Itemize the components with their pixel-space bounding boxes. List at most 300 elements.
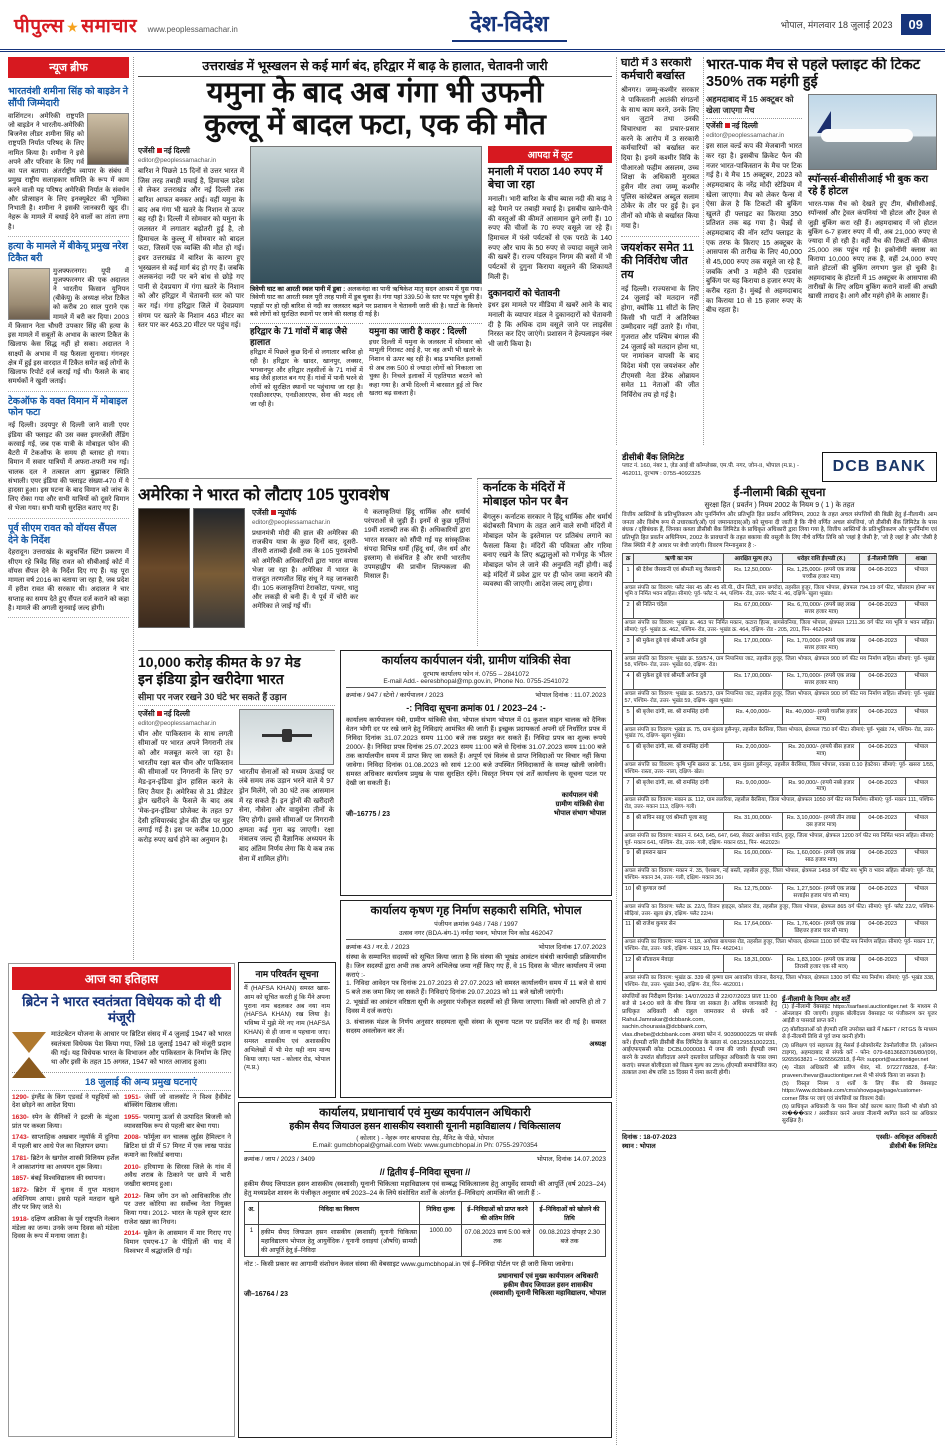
- karnataka-story: [477, 478, 612, 646]
- lead-kicker: उत्तराखंड में भूस्खलन से कई मार्ग बंद, हरिद्वार में बाढ़ के हालात, चेतावनी जारी: [138, 57, 612, 77]
- cell-auction-date: 04-08-2023: [860, 778, 906, 796]
- news-brief-body: नई दिल्ली। उदयपुर से दिल्ली जाने वाली एयर इंडिया की फ्लाइट की उस वक्त इमरजेंसी लैंडिंग करवाई गई, जब एक यात्री के मोबाइल फोन की बैटरी में टेकऑफ के समय ही ब्लास्ट हो गया। विमान में सवार यात्रियों में अफरा-तफरी मच गई। चालक दल ने तत्काल आग बुझाकर स्थिति संभाली। एयर इंडिया की फ्लाइट संख्या-470 में ये हादसा हुआ। इस घटना के बाद विमान को जांच के लिए रोका गया और सभी यात्रियों को दूसरे विमान से भेजा गया। सभी यात्री सुरक्षित बताए गए हैं।: [8, 422, 129, 513]
- notice-address: ( कोलार ) - नेहरू नगर बायपास रोड़, मैनिट के पीछे, भोपाल: [356, 1134, 494, 1142]
- dcb-bank-address: प्लाट नं. 160, नंबर 1, ज़ेड आई बी कॉम्प्लेक्स, एम.पी. नगर, जोन-II, भोपाल (म.प्र.) - 462011, दूरभाष : 0755-4092325: [622, 463, 799, 477]
- dcb-term-item: (2) बोलीदाताओं को ईएमडी राशि उपरोक्त खाते में NEFT / RTGS के माध्यम से ई-नीलामी तिथि से पूर्व जमा करनी होगी।: [782, 1026, 937, 1040]
- history-event: [124, 1193, 231, 1228]
- auction-row: [623, 848, 937, 866]
- cell-auction-date: 04-08-2023: [860, 707, 906, 725]
- auction-property-description: [623, 902, 937, 920]
- dateline: भोपाल, मंगलवार 18 जुलाई 2023: [780, 20, 893, 30]
- lead-left-column: [138, 146, 244, 409]
- dcb-inspection-info: [622, 994, 777, 1127]
- event-text: परमाणु ऊर्जा से उत्पादित बिजली को व्यावसायिक रूप से पहली बार बेचा गया।: [124, 1114, 231, 1130]
- cell-reserve-price: Rs. 4,00,000/-: [724, 707, 783, 725]
- history-event: [124, 1134, 231, 1160]
- cell-property-desc: अचल संपत्ति का विवरण: भूखंड क्र. 59/574, ग्राम निपानिया जाट, तहसील हुजूर, जिला भोपाल, क्षेत्रफल 900 वर्ग फीट मय निर्माण सहित। सीमाएं: पूर्व- भूखंड 58, पश्चिम- रोड, उत्तर- भूखंड 60, दक्षिण- रोड।: [623, 654, 937, 672]
- event-year: 1630-: [12, 1114, 29, 1122]
- notice-sign-row: [346, 792, 606, 818]
- event-year: 2010-: [124, 1163, 141, 1171]
- col-emd: धरोहर राशि ईएमडी (रु.): [783, 554, 860, 565]
- cell-property-desc: अचल संपत्ति का विवरण: भूखंड क्र. 463 पर निर्मित मकान, कटारा हिल्स, बागसेवनिया, जिला भोपाल, क्षेत्रफल 1211.36 वर्ग फीट मय भूमि व भवन सहित। सीमाएं: पूर्व- भूखंड क्र. 462, पश्चिम- रोड, उत्तर- भूखंड क्र. 464, दक्षिण- रोड - 205, 201, पिन- 462043।: [623, 618, 937, 636]
- drone-story: [138, 650, 335, 958]
- flight-email[interactable]: editor@peoplessamachar.in: [706, 132, 785, 140]
- cell-borrower: श्री बृजेश दांगी, स्व. श्री रामसिंह दांगी: [634, 742, 724, 760]
- auction-property-description: [623, 973, 937, 991]
- cell-property-desc: अचल संपत्ति का विवरण: मकान क्र. 112, ग्राम ललरिया, तहसील बैरसिया, जिला भोपाल, क्षेत्रफल 1050 वर्ग फीट मय निर्माण। सीमाएं: पूर्व- मकान 111, पश्चिम- रोड, उत्तर- मकान 113, दक्षिण- गली।: [623, 795, 937, 813]
- byline-square-icon: [725, 123, 730, 128]
- cell-emd: Rs. 6,70,000/- (रुपये छह लाख सत्तर हजार मात्र): [783, 600, 860, 618]
- lead-headline-line2: कुल्लू में बादल फटा, एक की मौत: [204, 109, 546, 142]
- col-description: निविदा का विवरण: [259, 1201, 420, 1224]
- cell-serial: 9: [623, 848, 634, 866]
- event-year: 1951-: [124, 1093, 141, 1101]
- notice-date: भोपाल, दिनांक 14.07.2023: [536, 1155, 606, 1163]
- cell-emd: Rs. 20,000/- (रुपये बीस हजार मात्र): [783, 742, 860, 760]
- cell-auction-date: 04-08-2023: [860, 565, 906, 583]
- cell-borrower: श्री मुकेश दुबे एवं श्रीमती अर्चना दुबे: [634, 636, 724, 654]
- event-text: साप्ताहिक अखबार न्यूयॉर्क में दुनिया में पहली बार आधे पेज का विज्ञापन छपा।: [12, 1134, 119, 1151]
- notice-ref-row: [244, 1151, 606, 1163]
- history-events-left: [12, 1094, 119, 1260]
- notice-date: भोपाल दिनांक 17.07.2023: [538, 943, 606, 951]
- cell-property-desc: अचल संपत्ति का विवरण: फ्लैट नंबर 45 और 45 सी.पी., ग्रीन सिटी, ग्राम बगरोदा, तहसील हुजूर, जिला भोपाल, क्षेत्रफल 794.19 वर्ग फीट, 'सीताराम होम्स' मय भूमि व निर्मित भवन सहित। सीमाएं: पूर्व- फ्लैट नं. 44, पश्चिम- रोड, उत्तर- फ्लैट नं. 46, दक्षिण- खुला भूखंड।: [623, 583, 937, 601]
- dcb-notice-title: ई-नीलामी बिक्री सूचना: [733, 487, 826, 499]
- auction-table: [622, 553, 937, 991]
- auction-table-header-row: [623, 554, 937, 565]
- news-brief-headline: पूर्व सीएम रावत को वॉयस सैंपल देने के निर्देश: [8, 522, 117, 546]
- history-events-right: [124, 1094, 231, 1260]
- name-change-notice: [238, 962, 336, 1098]
- news-brief-item: [8, 392, 129, 519]
- event-text: यूक्रेन के आसमान में मार गिराए गए विमान एमएच-17 के पीड़ितों की याद में विश्वभर में श्रद्धांजलि दी गई।: [124, 1230, 231, 1255]
- loot-headline: मनाली में पराठा 140 रुपए में बेचा जा रहा: [488, 165, 603, 192]
- plane-body-shape: [821, 129, 913, 142]
- dcb-intro-paragraph: वित्तीय आस्तियों के प्रतिभूतिकरण और पुनर्निर्माण और प्रतिभूति हित प्रवर्तन अधिनियम, 2002 के तहत अचल संपत्तियों की बिक्री हेतु ई-नीलामी। आम जनता और विशेष रूप से उधारकर्ता(ओं) एवं जमानतदार(ओं) को सूचना दी जाती है कि नीचे वर्णित अचल संपत्तियां, जो डीसीबी बैंक लिमिटेड के पास बंधक / दृष्टिबंधक हैं, जिनका कब्जा डीसीबी बैंक लिमिटेड के प्राधिकृत अधिकारी द्वारा लिया गया है, वित्तीय आस्तियों के प्रतिभूतिकरण और पुनर्निर्माण एवं प्रतिभूति हित प्रवर्तन अधिनियम, 2002 के प्रावधानों के तहत बकाया की वसूली के लिए नीचे वर्णित तिथि को 'जहां है जैसी है', 'जो है जहां है' और 'जैसी है जिस स्थिति में है' आधार पर बेची जाएंगी। विवरण निम्नानुसार है :-: [622, 512, 937, 549]
- history-event: [12, 1155, 119, 1172]
- cell-branch: भोपाल: [906, 813, 937, 831]
- cell-reserve-price: Rs. 17,64,000/-: [724, 919, 783, 937]
- notice-code: जी–16775 / 23: [346, 810, 390, 818]
- cell-branch: भोपाल: [906, 919, 937, 937]
- tender-heading: -: निविदा सूचना क्रमांक 01 / 2023–24 :-: [406, 702, 546, 713]
- artifact-photo-1: [138, 508, 190, 628]
- artifacts-columns: [138, 508, 472, 628]
- sponsors-body: भारत-पाक मैच को देखते हुए टीम, बीसीसीआई, स्पॉन्सर्स और ट्रेवल कंपनियां भी होटल और ट्रेवल से जुड़ी बुकिंग करा रही हैं। अहमदाबाद में जो होटल बुकिंग 6-7 हजार रुपए में थी, अब 21,000 रुपए से ज्यादा में हो रही है। वहीं मैच की टिकटों की कीमत 25,000 तक पहुंच गई है। इकोनॉमी क्लास का किराया 10,000 रुपए तक है, वहीं 24,000 रुपए वाले होटलों की बुकिंग लगभग फुल हो चुकी है। अहमदाबाद के होटलों में 15 अक्टूबर के आसपास की तारीखों के लिए अग्रिम बुकिंग कराने वालों की अच्छी खासी तादाद है। आगे और महंगे होने के आसार हैं।: [808, 201, 937, 300]
- unani-college-tender: [238, 1102, 612, 1438]
- indigo-plane-photo: [808, 94, 937, 170]
- notice-sign-row: [244, 1273, 606, 1299]
- cell-emd: Rs. 3,10,000/- (रुपये तीन लाख दस हजार मात्र): [783, 813, 860, 831]
- cell-branch: भोपाल: [906, 636, 937, 654]
- loot-column: [488, 146, 612, 409]
- cell-emd: Rs. 1,60,000/- (रुपये एक लाख साठ हजार मात्र): [783, 848, 860, 866]
- cell-emd: Rs. 1,70,000/- (रुपये एक लाख सत्तर हजार मात्र): [783, 671, 860, 689]
- notice-ref: क्रमांक / जाप / 2023 / 3409: [244, 1155, 315, 1163]
- cell-property-desc: अचल संपत्ति का विवरण: भूखंड क्र. 339 श्री कृष्णा ग्राम आवासीय योजना, बैरागढ़, जिला भोपाल, क्षेत्रफल 1300 वर्ग फीट मय निर्माण। सीमाएं: पूर्व- भूखंड 338, पश्चिम- रोड, उत्तर- भूखंड 340, दक्षिण- रोड, पिन- 462001।: [623, 973, 937, 991]
- history-box: [8, 963, 235, 1437]
- event-year: 1781-: [12, 1154, 29, 1162]
- cell-branch: भोपाल: [906, 848, 937, 866]
- notice-body: मैं (HAFSA KHAN) समस्त खास-आम को सूचित करती हूं कि मैंने अपना पुराना नाम बदलकर अब नया नाम (HAFSA KHAN) रख लिया है। भविष्य में मुझे मेरे नए नाम (HAFSA KHAN) से ही जाना व पहचाना जाए। समस्त शासकीय एवं अशासकीय अभिलेखों में भी मेरा यही नाम मान्य किया जाए। पता - कोलार रोड, भोपाल (म.प्र.): [244, 985, 330, 1072]
- notice-code: जी–16764 / 23: [244, 1291, 288, 1299]
- event-year: 1857-: [12, 1175, 29, 1183]
- cell-emd: Rs. 1,25,000/- (रुपये एक लाख पच्चीस हजार मात्र): [783, 565, 860, 583]
- notice-signature: अध्यक्ष: [589, 1040, 606, 1048]
- cell-branch: भोपाल: [906, 565, 937, 583]
- tender-body: कार्यालय कार्यपालन यंत्री, ग्रामीण यांत्रिकी सेवा, भोपाल संभाग भोपाल में 01 कुशल वाहन चालक को दैनिक वेतन भोगी दर पर रखे जाने हेतु निविदाएं आमंत्रित की जाती हैं। इच्छुक प्रदायकर्ता अपनी दरें निर्धारित प्रपत्र में निविदा दिनांक 31.07.2023 समय 11:00 बजे तक प्रस्तुत कर सकते हैं। निविदा प्रपत्र का शुल्क रूपये 2000/- है। निविदा प्रपत्र दिनांक 25.07.2023 समय 11:00 बजे से दिनांक 31.07.2023 समय 11:00 बजे तक कार्यालयीन समय में प्राप्त किए जा सकते हैं। अपूर्ण एवं विलंब से प्राप्त निविदाओं पर विचार नहीं किया जावेगा। निविदा दिनांक 01.08.2023 को सायं 12:00 बजे उपस्थित निविदाकारों के समक्ष खोली जावेगी। समस्त अधिकार कार्यालय प्रमुख के पास सुरक्षित रहेंगे। विस्तृत नियम एवं शर्तें कार्यालय के सूचना पटल पर देखी जा सकती हैं।: [346, 716, 606, 788]
- notice-date: भोपाल दिनांक : 11.07.2023: [535, 691, 606, 699]
- auction-row: [623, 919, 937, 937]
- loot-sub-headline: दुकानदारों को चेतावनी: [488, 288, 560, 299]
- sub-article-haridwar: [250, 323, 363, 409]
- cell-branch: भोपाल: [906, 778, 937, 796]
- lead-headline-line1: यमुना के बाद अब गंगा भी उफनी: [206, 77, 544, 109]
- history-subhead: 18 जुलाई की अन्य प्रमुख घटनाएं: [12, 1072, 231, 1091]
- cell-property-desc: अचल संपत्ति का विवरण: मकान नं. 18, अयोध्या बायपास रोड, तहसील हुजूर, जिला भोपाल, क्षेत्रफल 1100 वर्ग फीट मय निर्माण सहित। सीमाएं: पूर्व- मकान 17, पश्चिम- रोड, उत्तर- पार्क, दक्षिण- मकान 19, पिन- 462041।: [623, 937, 937, 955]
- artifacts-body-1: प्रधानमंत्री मोदी की हाल की अमेरिका की राजकीय यात्रा के कुछ दिनों बाद, दूसरी-तीसरी शताब्दी ईस्वी तक के 105 पुरावशेषों को अमेरिकी अधिकारियों द्वारा भारत वापस भेजा जा रहा है। अमेरिका में भारत के राजदूत तरणजीत सिंह संधू ने यह जानकारी दी। 105 कलाकृतियां टेराकोटा, पत्थर, धातु और लकड़ी से बनी हैं। ये पूर्व में चोरी कर अमेरिका ले जाई गई थीं।: [252, 530, 358, 611]
- byline-square-icon: [157, 148, 162, 153]
- notice-contact[interactable]: E.mail: gumcbhopal@gmail.com Web: www.gumcbhopal.in Ph: 0755-2970354: [312, 1141, 538, 1149]
- history-event: [124, 1230, 231, 1256]
- auction-row: [623, 778, 937, 796]
- col-auction-date: ई-नीलामी तिथि: [860, 554, 906, 565]
- byline-square-icon: [157, 711, 162, 716]
- cell-fee: 1000.00: [420, 1224, 462, 1256]
- masthead-date-wrap: [781, 14, 931, 35]
- auction-row: [623, 813, 937, 831]
- dcb-notice-subtitle: सुरक्षा हित ( प्रवर्तन ) नियम 2002 के नियम 9 ( 1 ) के तहत: [704, 502, 855, 509]
- notice-signature: कार्यपालन यंत्री ग्रामीण यांत्रिकी सेवा भोपाल संभाग भोपाल: [553, 792, 606, 817]
- cell-reserve-price: Rs. 12,50,000/-: [724, 565, 783, 583]
- auction-row: [623, 955, 937, 973]
- dcb-footer-signature: एस्सी/- अधिकृत अधिकारी डीसीबी बैंक लिमिटेड: [876, 1134, 937, 1151]
- auction-property-description: [623, 760, 937, 778]
- dcb-term-item: (5) विस्तृत नियम व शर्तों के लिए बैंक की वेबसाइट https://www.dcbbank.com/cms/showpage/page/customer-corner लिंक पर जाएं एवं संपत्तियों का विवरण देखें।: [782, 1081, 937, 1102]
- flight-subhead: अहमदाबाद में 15 अक्टूबर को खेला जाएगा मैच: [706, 94, 802, 119]
- news-brief-list: [8, 82, 129, 618]
- cell-serial: 3: [623, 636, 634, 654]
- cell-reserve-price: Rs. 2,00,000/-: [724, 742, 783, 760]
- drone-photo: [239, 709, 334, 765]
- cell-open-date: 09.08.2023 दोपहर 2.30 बजे तक: [534, 1224, 606, 1256]
- masthead-logo-wrap: [14, 12, 238, 38]
- event-year: 2012-: [124, 1192, 141, 1200]
- flight-story: [706, 57, 937, 445]
- auction-property-description: [623, 689, 937, 707]
- tender-heading: // द्वितीय ई–निविदा सूचना //: [379, 1166, 471, 1177]
- cell-serial: 11: [623, 919, 634, 937]
- notice-point: 3. संचालक मंडल के निर्णय अनुसार सदस्यता सूची संस्था के सूचना पटल पर प्रदर्शित कर दी गई है। समस्त सदस्य अवलोकन कर लें।: [346, 1019, 606, 1035]
- drone-subhead: सीमा पर नजर रखने 30 घंटे भर सकते हैं उड़ान: [138, 690, 335, 706]
- notice-registration: पंजीयन क्रमांक 948 / 748 / 1997: [434, 920, 518, 928]
- notice-ref: क्रमांक 43 / नर.ग्रे. / 2023: [346, 943, 410, 951]
- lead-body: बारिश ने पिछले 15 दिनों से उत्तर भारत में जिस तरह तबाही मचाई है, हिमाचल प्रदेश से लेकर उत्तराखंड और नई दिल्ली तक बारिश आफत बनकर आई। वहीं यमुना के बाद अब गंगा भी खतरे के निशान से ऊपर बह रही है। दिल्ली में सोमवार को यमुना के जलस्तर में लगातार बढ़ोतरी हुई है, तो हिमाचल के कुल्लू में सोमवार को बादल फटा, जिसमें एक व्यक्ति की मौत हो गई। इधर उत्तराखंड में बारिश के कारण हुए भूस्खलन से कई मार्ग बंद हो गए हैं। जबकि अलकनंदा नदी पर बने बांध से छोड़े गए पानी से देवप्रयाग में गंगा खतरे के निशान को और हरिद्वार में चेतावनी स्तर को पार कर गई। गंगा हरिद्वार जिले में देवप्रयाग संगम पर खतरे के निशान 463 मीटर का स्तर पार कर 463.20 मीटर पर पहुंच गई।: [138, 167, 244, 330]
- notice-ref: क्रमांक / 947 / स्टेनो / कार्यपालन / 2023: [346, 691, 444, 699]
- artifacts-email[interactable]: editor@peoplessamachar.in: [252, 519, 331, 526]
- cell-property-desc: अचल संपत्ति का विवरण: मकान नं. 35, ऐशबाग, नई बस्ती, तहसील हुजूर, जिला भोपाल, क्षेत्रफल 1458 वर्ग फीट मय भूमि व भवन सहित। सीमाएं: पूर्व- रोड, पश्चिम- मकान 34, उत्तर- गली, दक्षिण- मकान 36।: [623, 866, 937, 884]
- dcb-term-item: (4) नोडल अधिकारी श्री प्रवीण थेवर, मो. 9722778828, ई-मेल: praveen.thevar@auctiontiger.net से भी संपर्क किया जा सकता है।: [782, 1065, 937, 1079]
- tender-table-header-row: [245, 1201, 606, 1224]
- notice-point: 1. निविदा आवेदन पत्र दिनांक 21.07.2023 से 27.07.2023 को समस्त कार्यालयीन समय में 11 बजे से सायं 5 बजे तक जमा किए जा सकते हैं। निविदाएं दिनांक 29.07.2023 को 11 बजे खोली जाएंगी।: [346, 979, 606, 996]
- cell-borrower: श्री राजेश कुमार सेन: [634, 919, 724, 937]
- news-brief-title: न्यूज ब्रीफ: [8, 57, 129, 78]
- cell-borrower: श्री बृजेश दांगी, स्व. श्री रामसिंह दांगी: [634, 707, 724, 725]
- history-event: [12, 1187, 119, 1213]
- drone-byline: एजेंसी नई दिल्ली: [138, 708, 190, 718]
- event-text: हरियाणा के सिरसा जिले के गांव में अवैध शराब के ठिकाने पर छापे में भारी जखीरा बरामद हुआ।: [124, 1163, 231, 1188]
- cell-borrower: श्री नितिन चंदेल: [634, 600, 724, 618]
- auction-property-description: [623, 654, 937, 672]
- dcb-footer: [622, 1130, 937, 1151]
- notice-title: कार्यालय, प्रधानाचार्य एवं मुख्य कार्यपालन अधिकारी: [319, 1107, 531, 1119]
- notice-title: कार्यालय कृषण गृह निर्माण सहकारी समिति, भोपाल: [370, 905, 582, 917]
- cell-serial: 2: [623, 600, 634, 618]
- news-brief-item: [8, 237, 129, 392]
- news-brief-body: देहरादून। उत्तराखंड के बहुचर्चित स्टिंग प्रकरण में सीएम रहे त्रिवेंद्र सिंह रावत को सीबीआई कोर्ट में वॉयस सैंपल देने के निर्देश दिए गए हैं। यह पूरा मामला वर्ष 2016 का बताया जा रहा है, जब प्रदेश में हरीश रावत की सरकार थी। अदालत ने चार सप्ताह का समय देते हुए सैंपल दर्ज कराने को कहा है। मामले की अगली सुनवाई जल्द होगी।: [8, 549, 129, 612]
- col-serial: क्र: [623, 554, 634, 565]
- karnataka-headline: कर्नाटक के मंदिरों में मोबाइल फोन पर बैन: [483, 482, 568, 508]
- cell-serial: 7: [623, 778, 634, 796]
- cell-reserve-price: Rs. 9,00,000/-: [724, 778, 783, 796]
- flood-photo-caption: त्रिवेणी घाट का आरती स्थल पानी में डूबा : अलकनंदा का पानी ऋषिकेश मातृ सदन आश्रम में घुस गया। त्रिवेणी घाट का आरती स्थल पूरी तरह पानी में डूब चुका है। गंगा यहां 339.50 के स्तर पर पहुंच चुकी है। पहाड़ों पर हो रही बारिश से नदी का जलस्तर बढ़ने पर प्रशासन ने चेतावनी जारी की है। घाटों के किनारे बसे लोगों को सुरक्षित स्थानों पर जाने की सलाह दी गई है।: [250, 285, 483, 318]
- flight-byline: एजेंसी नई दिल्ली: [706, 121, 758, 131]
- history-event: [12, 1175, 119, 1184]
- auction-row: [623, 884, 937, 902]
- event-text: किम जोंग उन को आधिकारिक तौर पर उत्तर कोरिया का सर्वोच्च नेता नियुक्त किया गया। 2012- भारत के पहले सुपर स्टार राजेश खन्ना का निधन।: [124, 1192, 231, 1226]
- notice-email[interactable]: E-mail Add.- eeresbhopal@mp.gov.in, Phone No. 0755-2541072: [383, 677, 569, 685]
- notice-sign-row: [346, 1041, 606, 1050]
- cell-branch: भोपाल: [906, 671, 937, 689]
- hourglass-icon: [12, 1032, 46, 1078]
- lead-center-column: [250, 146, 482, 409]
- cell-auction-date: 04-08-2023: [860, 955, 906, 973]
- history-event: [12, 1114, 119, 1131]
- sub-article-yamuna: [369, 323, 482, 409]
- notice-ref-row: [346, 939, 606, 951]
- history-event: [124, 1094, 231, 1111]
- dcb-term-item: (1) ई-नीलामी वेबसाइट https://sarfaesi.auctiontiger.net के माध्यम से ऑनलाइन की जाएगी। इच्छुक बोलीदाता वेबसाइट पर पंजीकरण कर यूजर आईडी व पासवर्ड प्राप्त करें।: [782, 1003, 937, 1025]
- auction-row: [623, 565, 937, 583]
- event-text: जेर्सी जो वालकॉट ने विश्व हैवीवेट बॉक्सिंग खिताब जीता।: [124, 1093, 231, 1110]
- col-serial: अ.: [245, 1201, 259, 1224]
- cell-serial: 12: [623, 955, 634, 973]
- paper-logo: पीपुल्स ★ समाचार: [14, 15, 138, 37]
- cell-property-desc: अचल संपत्ति का विवरण: भूखंड क्र. 75, ग्राम मुंडला हुसैनपुर, तहसील बैरसिया, जिला भोपाल, क्षेत्रफल 750 वर्ग फीट। सीमाएं: पूर्व- भूखंड 74, पश्चिम- रोड, उत्तर- भूखंड 76, दक्षिण- खुला भूखंड।: [623, 725, 937, 743]
- cell-borrower: श्री सीताराम मेवाड़ा: [634, 955, 724, 973]
- dcb-terms-title: ई-नीलामी के नियम और शर्तें: [782, 995, 850, 1003]
- notice-subtitle: हकीम सैयद जियाउल हसन शासकीय स्वशासी यूनानी महाविद्यालय / चिकित्सालय: [289, 1120, 561, 1132]
- cell-reserve-price: Rs. 12,75,000/-: [724, 884, 783, 902]
- drone-col-2: [239, 709, 334, 865]
- news-brief-photo: [87, 113, 129, 165]
- lead-email[interactable]: editor@peoplessamachar.in: [138, 156, 217, 164]
- website-link[interactable]: www.peoplessamachar.in: [147, 24, 238, 34]
- sub-article-headline: हरिद्वार के 71 गांवों में बाढ़ जैसे हालात: [250, 326, 348, 347]
- col-branch: शाखा: [906, 554, 937, 565]
- cell-borrower: श्री देवेश जैसवानी एवं श्रीमती मधु जैसवानी: [634, 565, 724, 583]
- cell-emd: Rs. 90,000/- (रुपये नब्बे हजार मात्र): [783, 778, 860, 796]
- history-event: [124, 1164, 231, 1190]
- dcb-header: [622, 452, 937, 482]
- cell-serial: 6: [623, 742, 634, 760]
- col-reserve-price: आरक्षित मूल्य (रु.): [724, 554, 783, 565]
- auction-row: [623, 742, 937, 760]
- news-brief-body: वाशिंगटन। अमेरिकी राष्ट्रपति जो बाइडेन ने भारतीय-अमेरिकी बिजनेस लीडर शमीना सिंह को राष्ट्रपति निर्यात परिषद के लिए नामित किया है। शमीना ने इसे अपने और परिवार के लिए गर्व का पल बताया। अंतर्राष्ट्रीय व्यापार के संबंध में प्रमुख राष्ट्रीय सलाहकार समिति के रूप में काम करने वाली यह परिषद अमेरिकी निर्यात के संवर्धन और प्रोत्साहन के लिए इनक्यूबेटर की भूमिका निभाती है। शमीना ने इसकी जानकारी खुद दी। नेहरू के मामले में बधाई देने वालों का तांता लगा है।: [8, 112, 129, 231]
- event-text: स्पेन के सैनिकों ने इटली के मंटुआ प्रांत पर कब्जा किया।: [12, 1114, 119, 1130]
- history-event: [12, 1134, 119, 1151]
- dcb-terms-list: [782, 1004, 937, 1126]
- notice-title: कार्यालय कार्यपालन यंत्री, ग्रामीण यांत्रिकी सेवा: [381, 655, 571, 667]
- artifacts-body-2: ये कलाकृतियां हिंदू धार्मिक और धर्मार्थ परंपराओं से जुड़ी हैं। इनमें से कुछ मूर्तियां 19वीं शताब्दी तक की हैं। अधिकारियों द्वारा भारत सरकार को सौंपी गई यह सांस्कृतिक संपदा विभिन्न धर्मों (हिंदू धर्म, जैन धर्म और इस्लाम) से संबंधित है और सभी भारतीय उपमहाद्वीप की प्राचीन शिल्पकला की मिसाल हैं।: [364, 509, 470, 581]
- jaishankar-body: नई दिल्ली। राज्यसभा के लिए 24 जुलाई को मतदान नहीं होगा, क्योंकि 11 सीटों के लिए किसी भी पार्टी ने अतिरिक्त उम्मीदवार नहीं उतारे हैं। गोवा, गुजरात और पश्चिम बंगाल की 24 जुलाई को मतदान होना था, पर नामांकन वापसी के बाद विदेश मंत्री एस जयशंकर और टीएमसी नेता डेरेक ओब्रायन समेत 11 नेताओं की जीत निर्विरोध तय हो गई है।: [621, 285, 699, 399]
- lead-columns: [138, 146, 612, 409]
- history-event: [12, 1094, 119, 1111]
- cell-description: हकीम सैयद जियाउल हसन शासकीय (स्वशासी) यूनानी चिकित्सा महाविद्यालय भोपाल हेतु आयुर्वेदिक / यूनानी दवाइयां (औषधि) सामग्री की आपूर्ति हेतु ई–निविदा: [259, 1224, 420, 1256]
- dcb-term-item: (6) प्राधिकृत अधिकारी के पास बिना कोई कारण बताए किसी भी बोली को स्व���कार / अस्वीकार करने अथवा नीलामी स्थगित करने का अधिकार सुरक्षित है।: [782, 1104, 937, 1125]
- news-brief-headline: भारतवंशी शमीना सिंह को बाइडेन ने सौंपी जिम्मेदारी: [8, 86, 129, 109]
- auction-row: [623, 600, 937, 618]
- cell-emd: Rs. 1,70,000/- (रुपये एक लाख सत्तर हजार मात्र): [783, 636, 860, 654]
- cell-auction-date: 04-08-2023: [860, 813, 906, 831]
- dcb-auction-notice: [616, 450, 937, 1445]
- notice-signature: प्रधानाचार्य एवं मुख्य कार्यपालन अधिकारी हकीम सैयद जियाउल हसन शासकीय (स्वशासी) यूनानी चिकित्सा महाविद्यालय, भोपाल: [490, 1272, 606, 1298]
- column-divider: [621, 236, 699, 237]
- masthead: [0, 0, 945, 52]
- auction-property-description: [623, 866, 937, 884]
- flight-body: इस साल वर्ल्ड कप की मेजबानी भारत कर रहा है। इसबीच क्रिकेट फैन की नजर भारत-पाकिस्तान के मैच पर टिक गई है। ये मैच 15 अक्टूबर, 2023 को अहमदाबाद के नरेंद्र मोदी स्टेडियम में खेला जाएगा। मैच को लेकर फैन्स में ऐसा क्रेज है कि टिकटों की बुकिंग खुलते ही फ्लाइट का किराया 350 प्रतिशत तक बढ़ गया है। चेन्नई से अहमदाबाद की नॉन स्टॉप फ्लाइट के एक तरफ के किराए 15 अक्टूबर के आसपास की तारीख के लिए 40,000 से 45,000 रुपए तक वसूले जा रहे हैं, जबकि अभी 3 महीने की एडवांस बुकिंग पर यह किराया 8 हजार रुपए के करीब रहता है। मुंबई से अहमदाबाद का किराया 10 से 15 हजार रुपए के बीच रहता है।: [706, 143, 802, 315]
- artifact-photos: [138, 508, 246, 628]
- drone-body-1: चीन और पाकिस्तान के साथ लगती सीमाओं पर भारत अपने निगरानी तंत्र को और मजबूत करने जा रहा है। भारतीय रक्षा बल चीन और पाकिस्तान की सीमाओं पर निगरानी के लिए 97 मेड-इन-इंडिया ड्रोन हासिल करने के लिए तैयार हैं। अमेरिका से 31 प्रीडेटर ड्रोन खरीदने के फैसले के बाद अब 'मेक-इन-इंडिया' प्रोजेक्ट के तहत 97 देसी हथियारबंद ड्रोन की डील पर मुहर लगाई गई है। इस पर करीब 10,000 करोड़ रुपए खर्च होने का अनुमान है।: [138, 730, 233, 844]
- auction-property-description: [623, 795, 937, 813]
- cell-auction-date: 04-08-2023: [860, 919, 906, 937]
- event-year: 1743-: [12, 1134, 29, 1142]
- artifacts-col-2: [364, 508, 470, 628]
- history-event: [12, 1216, 119, 1242]
- cell-reserve-price: Rs. 18,31,000/-: [724, 955, 783, 973]
- cell-borrower: श्री सचिन साहू एवं श्रीमती पूजा साहू: [634, 813, 724, 831]
- drone-email[interactable]: editor@peoplessamachar.in: [138, 719, 217, 727]
- event-year: 2008-: [124, 1134, 141, 1142]
- event-text: फॉर्मूला वन चालक लुईस हैमिल्टन ने ब्रिटिश ग्रां प्री में 57 मिनट में एक लाख पाउंड कमाने का रिकॉर्ड बनाया।: [124, 1134, 231, 1159]
- drone-col-1: [138, 709, 233, 865]
- auction-property-description: [623, 831, 937, 849]
- cell-auction-date: 04-08-2023: [860, 848, 906, 866]
- cell-branch: भोपाल: [906, 955, 937, 973]
- news-brief-column: [8, 57, 134, 960]
- event-year: 1290-: [12, 1093, 29, 1101]
- auction-row: [623, 671, 937, 689]
- flood-ghat-photo: [250, 146, 482, 284]
- auction-property-description: [623, 618, 937, 636]
- cell-borrower: श्री इमरान खान: [634, 848, 724, 866]
- cell-emd: Rs. 1,83,100/- (रुपये एक लाख तिरासी हजार एक सौ मात्र): [783, 955, 860, 973]
- cell-emd: Rs. 40,000/- (रुपये चालीस हजार मात्र): [783, 707, 860, 725]
- cell-emd: Rs. 1,27,500/- (रुपये एक लाख सत्ताईस हजार पांच सौ मात्र): [783, 884, 860, 902]
- cell-reserve-price: Rs. 16,00,000/-: [724, 848, 783, 866]
- cell-reserve-price: Rs. 17,00,000/-: [724, 671, 783, 689]
- tender-table: [244, 1201, 606, 1257]
- cell-auction-date: 04-08-2023: [860, 742, 906, 760]
- lead-story: [138, 57, 612, 475]
- dcb-inspection-paragraph: संपत्तियों का निरीक्षण दिनांक: 14/07/2023 से 22/07/2023 प्रातः 11:00 बजे से 14:00 बजे के बीच किया जा सकता है। अधिक जानकारी हेतु प्राधिकृत अधिकारी श्री राहुल जामराकर से संपर्क करें - Rahul.Jamrakar@dcbbank.com, sachin.chourasia@dcbbank.com, vlas.dhebe@dcbbank.com अथवा फोन नं. 9039000225 पर संपर्क करें। ईएमडी राशि डीसीबी बैंक लिमिटेड के खाता सं. 08129551002231, आईएफएससी कोड: DCBL0000081 में जमा की जावे। ईएमडी जमा करने के उपरांत बोलीदाता अपने दस्तावेज प्राधिकृत अधिकारी के पास जमा कराएं। सफल बोलीदाता को विक्रय मूल्य का 25% (ईएमडी समायोजित कर) तत्काल तथा शेष राशि 15 दिवस में जमा करनी होगी।: [622, 993, 777, 1077]
- cell-reserve-price: Rs. 31,00,000/-: [724, 813, 783, 831]
- flight-columns: [706, 94, 937, 316]
- drone-body-2: भारतीय सेनाओं को मध्यम ऊंचाई पर लंबे समय तक उड़ान भरने वाले ये 97 ड्रोन मिलेंगे, जो 30 घंटे तक आसमान में रह सकते हैं। इन ड्रोनों की खरीदारी सेना, नौसेना और वायुसेना तीनों के लिए होगी। इससे सीमाओं पर निगरानी क्षमता कई गुना बढ़ जाएगी। रक्षा मंत्रालय जल्द ही वैज्ञानिक अध्ययन के बाद अंतिम निर्णय लेगा कि ये कब तक सेना में शामिल होंगे।: [239, 768, 334, 863]
- cell-property-desc: अचल संपत्ति का विवरण: भूखंड क्र. 59/573, ग्राम निपानिया जाट, तहसील हुजूर, जिला भोपाल, क्षेत्रफल 900 वर्ग फीट मय निर्माण सहित। सीमाएं: पूर्व- भूखंड 57, पश्चिम- रोड, उत्तर- भूखंड 59, दक्षिण- खुला भूखंड।: [623, 689, 937, 707]
- notice-phone: दूरभाष कार्यालय फोन नं. 0755 – 2841072: [422, 670, 530, 678]
- news-brief-item: [8, 82, 129, 237]
- dcb-footer-date-place: दिनांक : 18-07-2023 स्थान : भोपाल: [622, 1134, 677, 1151]
- col-last-date: ई–निविदाओं को प्राप्त करने की अंतिम तिथि: [462, 1201, 534, 1224]
- tender-note: नोट :- किसी प्रकार का आगामी संशोधन केवल संस्था की वेबसाइट www.gumcbhopal.in एवं ई–निविदा पोर्टल पर ही जारी किया जावेगा।: [244, 1260, 574, 1268]
- valley-column: [616, 57, 704, 445]
- cell-property-desc: अचल संपत्ति का विवरण: कृषि भूमि खसरा क्र. 1/56, ग्राम मुंडला हुसैनपुर, तहसील बैरसिया, जिला भोपाल, रकबा 0.10 हेक्टेयर। सीमाएं: पूर्व- खसरा 1/55, पश्चिम- रास्ता, उत्तर- नाला, दक्षिण- खेत।: [623, 760, 937, 778]
- cell-auction-date: 04-08-2023: [860, 600, 906, 618]
- event-year: 1918-: [12, 1216, 29, 1224]
- logo-star-icon: ★: [66, 18, 80, 35]
- news-brief-headline: हत्या के मामले में बीकेयू प्रमुख नरेश टिकैत बरी: [8, 240, 129, 264]
- drone-headline: 10,000 करोड़ कीमत के 97 मेड इन इंडिया ड्रोन खरीदेगा भारत: [138, 654, 301, 687]
- flight-headline: भारत-पाक मैच से पहले फ्लाइट की टिकट 350% तक महंगी हुई: [706, 57, 921, 91]
- cell-serial: 1: [245, 1224, 259, 1256]
- drone-columns: [138, 709, 335, 865]
- col-fee: निविदा शुल्क: [420, 1201, 462, 1224]
- history-tag: आज का इतिहास: [12, 967, 231, 990]
- valley-headline: घाटी में 3 सरकारी कर्मचारी बर्खास्त: [621, 57, 692, 83]
- cell-serial: 4: [623, 671, 634, 689]
- event-text: बंबई विश्वविद्यालय की स्थापना।: [30, 1175, 106, 1183]
- news-brief-photo: [8, 268, 50, 320]
- cell-serial: 8: [623, 813, 634, 831]
- dcb-bank-name: डीसीबी बैंक लिमिटेड: [622, 452, 684, 462]
- cell-property-desc: अचल संपत्ति का विवरण: फ्लैट क्र. 22/3, विजन हाइट्स, कोलार रोड, तहसील हुजूर, जिला भोपाल, क्षेत्रफल 865 वर्ग फीट। सीमाएं: पूर्व- फ्लैट 22/2, पश्चिम- सीढ़ियां, उत्तर- खुला क्षेत्र, दक्षिण- फ्लैट 22/4।: [623, 902, 937, 920]
- cell-serial: 5: [623, 707, 634, 725]
- dcb-bank-logo: DCB BANK: [822, 452, 937, 482]
- col-borrower: ऋणी का नाम: [634, 554, 724, 565]
- history-columns: [12, 1094, 231, 1260]
- cell-branch: भोपाल: [906, 707, 937, 725]
- auction-row: [623, 636, 937, 654]
- history-intro: माउंटबेटन योजना के आधार पर ब्रिटिश संसद में 4 जुलाई 1947 को भारत स्वतंत्रता विधेयक पेश किया गया, जिसे 18 जुलाई 1947 को मंजूरी प्रदान की गई। यह विधेयक भारत के विभाजन और पाकिस्तान के निर्माण के लिए था और इसी के तहत 15 अगस्त, 1947 को भारत आजाद हुआ।: [51, 1031, 231, 1067]
- event-text: इंग्लैंड के किंग एडवर्ड ने यहूदियों को देश छोड़ने का आदेश दिया।: [12, 1093, 119, 1110]
- tender-table-row: [245, 1224, 606, 1256]
- history-headline: ब्रिटेन ने भारत स्वतंत्रता विधेयक को दी थी मंजूरी: [22, 994, 221, 1026]
- artifact-photo-2: [193, 508, 245, 628]
- auction-property-description: [623, 937, 937, 955]
- section-title: देश-विदेश: [452, 8, 567, 42]
- lead-sub-articles: [250, 323, 482, 409]
- dcb-term-item: (3) प्रशिक्षण एवं सहायता हेतु मेसर्स ई-प्रोक्योरमेंट टेक्नोलॉजीज लि. (ऑक्शन टाइगर), अहमदाबाद से संपर्क करें - फोन: 079-68136837/36/80/(09), 9265563821 – 9265562818, ई-मेल: support@auctiontiger.net: [782, 1042, 937, 1063]
- auction-row: [623, 707, 937, 725]
- cell-reserve-price: Rs. 17,00,000/-: [724, 636, 783, 654]
- cell-branch: भोपाल: [906, 600, 937, 618]
- cell-property-desc: अचल संपत्ति का विवरण: मकान नं. 643, 645, 647, 649, सेक्टर अशोका गार्डन, हुजूर, जिला भोपाल, क्षेत्रफल 1200 वर्ग फीट मय निर्मित भवन सहित। सीमाएं: पूर्व- मकान 641, पश्चिम- रोड, उत्तर- गली, दक्षिण- मकान 651, पिन- 462023।: [623, 831, 937, 849]
- lead-byline: एजेंसी नई दिल्ली: [138, 145, 190, 155]
- karnataka-body: बेंगलुरु। कर्नाटक सरकार ने हिंदू धार्मिक और धर्मार्थ बंदोबस्ती विभाग के तहत आने वाले सभी मंदिरों में मोबाइल फोन के इस्तेमाल पर प्रतिबंध लगाने का फैसला किया है। मंदिरों की पवित्रता और गरिमा बनाए रखने के लिए श्रद्धालुओं को गर्भगृह के भीतर मोबाइल फोन ले जाने की अनुमति नहीं होगी। कई बड़े मंदिरों में प्रवेश द्वार पर ही फोन जमा कराने की व्यवस्था की जाएगी। आदेश जल्द लागू होगा।: [483, 513, 612, 589]
- notice-address: उत्सव नगर (BDA-बंग-1) नर्मदा भवन, भोपाल पिन कोड 462047: [399, 929, 553, 937]
- event-text: दक्षिण अफ्रीका के पूर्व राष्ट्रपति नेल्सन मंडेला का जन्म। उनके जन्म दिवस को मंडेला दिवस के रूप में मनाया जाता है।: [12, 1216, 119, 1241]
- sponsors-headline: स्पॉन्सर्स-बीसीसीआई भी बुक करा रहे हैं होटल: [808, 174, 929, 198]
- valley-body: श्रीनगर। जम्मू-कश्मीर सरकार ने पाकिस्तानी आतंकी संगठनों के साथ काम करने, उनके लिए धन जुटाने तथा उनकी विचारधारा का प्रचार-प्रसार करने के आरोप में 3 सरकारी कर्मचारियों को बर्खास्त कर दिया है। इनमें कश्मीर विवि के पीआरओ फहीम असलम, उच्च शिक्षा के अधिकारी मुराबत हुसैन मीर तथा जम्मू कश्मीर पुलिस कांस्टेबल अब्दुल सलाम ठोकेर के तौर पर हुई है। इन तीनों को मौके से बर्खास्त किया गया है।: [621, 87, 699, 230]
- cell-borrower: श्री कुणाल वर्मा: [634, 884, 724, 902]
- artifacts-story: [138, 478, 472, 646]
- krishan-society-notice: [340, 900, 612, 1098]
- cell-serial: 10: [623, 884, 634, 902]
- notice-body: संस्था के सम्मानित सदस्यों को सूचित किया जाता है कि संस्था की भूखंड आवंटन संबंधी कार्यवाही प्रक्रियाधीन है। जिन सदस्यों द्वारा अभी तक अपने अभिलेख जमा नहीं किए गए हैं, वे 15 दिवस के भीतर कार्यालय में जमा कराएं :-: [346, 953, 606, 979]
- dcb-bottom-section: [622, 994, 937, 1127]
- cell-reserve-price: Rs. 67,00,000/-: [724, 600, 783, 618]
